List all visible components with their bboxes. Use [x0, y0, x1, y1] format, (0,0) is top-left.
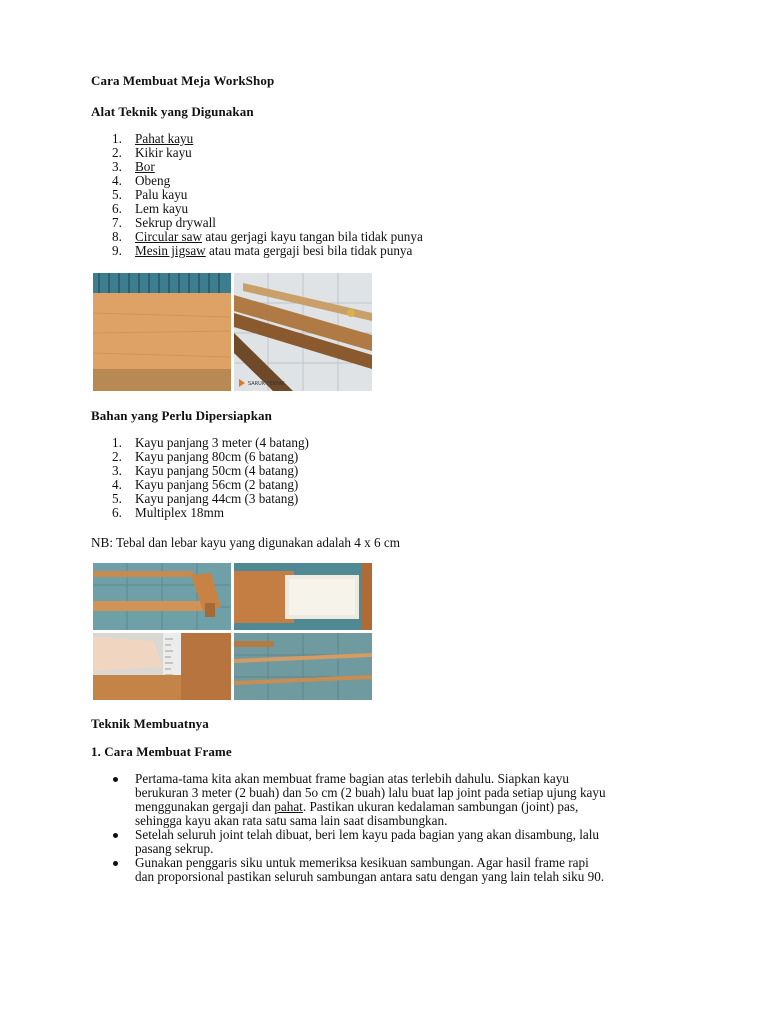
list-item: 6. Lem kayu [112, 201, 189, 216]
list-item: 3. Kayu panjang 50cm (4 batang) [112, 463, 299, 478]
list-item: 8. Circular saw atau gerjagi kayu tangan bila tidak punya [112, 229, 423, 244]
frame-steps-list [91, 772, 691, 884]
list-item: 4. Obeng [112, 173, 171, 188]
materials-note: NB: Tebal dan lebar kayu yang digunakan adalah 4 x 6 cm [91, 535, 401, 550]
list-item: Pertama-tama kita akan membuat frame bagian atas terlebih dahulu. Siapkan kayu berukuran 3 meter (2 buah) dan 5o cm (2 buah) lalu buat lap joint pada setiap ujung kayu menggunakan gergaji dan pahat. Pastikan ukuran kedalaman sambungan (joint) pas, sehingga kayu akan rata satu sama lain saat disambungkan. [91, 772, 691, 828]
list-item: 5. Kayu panjang 44cm (3 batang) [112, 491, 299, 506]
materials-heading: Bahan yang Perlu Dipersiapkan [91, 408, 272, 423]
bullet-icon [113, 777, 118, 782]
list-item: 9. Mesin jigsaw atau mata gergaji besi bila tidak punya [112, 243, 413, 258]
link-mesin-jigsaw[interactable]: Mesin jigsaw [135, 243, 206, 258]
tools-heading: Alat Teknik yang Digunakan [91, 104, 254, 119]
frame-subheading: 1. Cara Membuat Frame [91, 744, 232, 759]
materials-list [91, 436, 309, 520]
list-item: 6. Multiplex 18mm [112, 505, 225, 520]
list-item: 5. Palu kayu [112, 187, 188, 202]
list-item: 1. Pahat kayu [112, 131, 194, 146]
technique-heading: Teknik Membuatnya [91, 716, 209, 731]
link-pahat[interactable]: pahat [274, 799, 303, 814]
watermark-text: SARUK TEKNIK [248, 381, 285, 387]
list-item: 4. Kayu panjang 56cm (2 batang) [112, 477, 299, 492]
list-item: 2. Kikir kayu [112, 145, 192, 160]
tools-list [91, 132, 423, 258]
bullet-icon [113, 833, 118, 838]
list-item: 2. Kayu panjang 80cm (6 batang) [112, 449, 299, 464]
tools-photo [93, 273, 372, 391]
document-title: Cara Membuat Meja WorkShop [91, 73, 275, 88]
link-circular-saw[interactable]: Circular saw [135, 229, 203, 244]
link-pahat-kayu[interactable]: Pahat kayu [135, 131, 194, 146]
list-item: 1. Kayu panjang 3 meter (4 batang) [112, 435, 309, 450]
materials-photo-grid [93, 563, 372, 700]
bullet-icon [113, 861, 118, 866]
list-item: 3. Bor [112, 159, 155, 174]
list-item: Gunakan penggaris siku untuk memeriksa kesikuan sambungan. Agar hasil frame rapi dan proporsional pastikan seluruh sambungan antara satu dengan yang lain telah siku 90. [91, 856, 691, 884]
link-bor[interactable]: Bor [135, 159, 155, 174]
list-item: 7. Sekrup drywall [112, 215, 216, 230]
list-item: Setelah seluruh joint telah dibuat, beri lem kayu pada bagian yang akan disambung, lalu pasang sekrup. [91, 828, 691, 856]
